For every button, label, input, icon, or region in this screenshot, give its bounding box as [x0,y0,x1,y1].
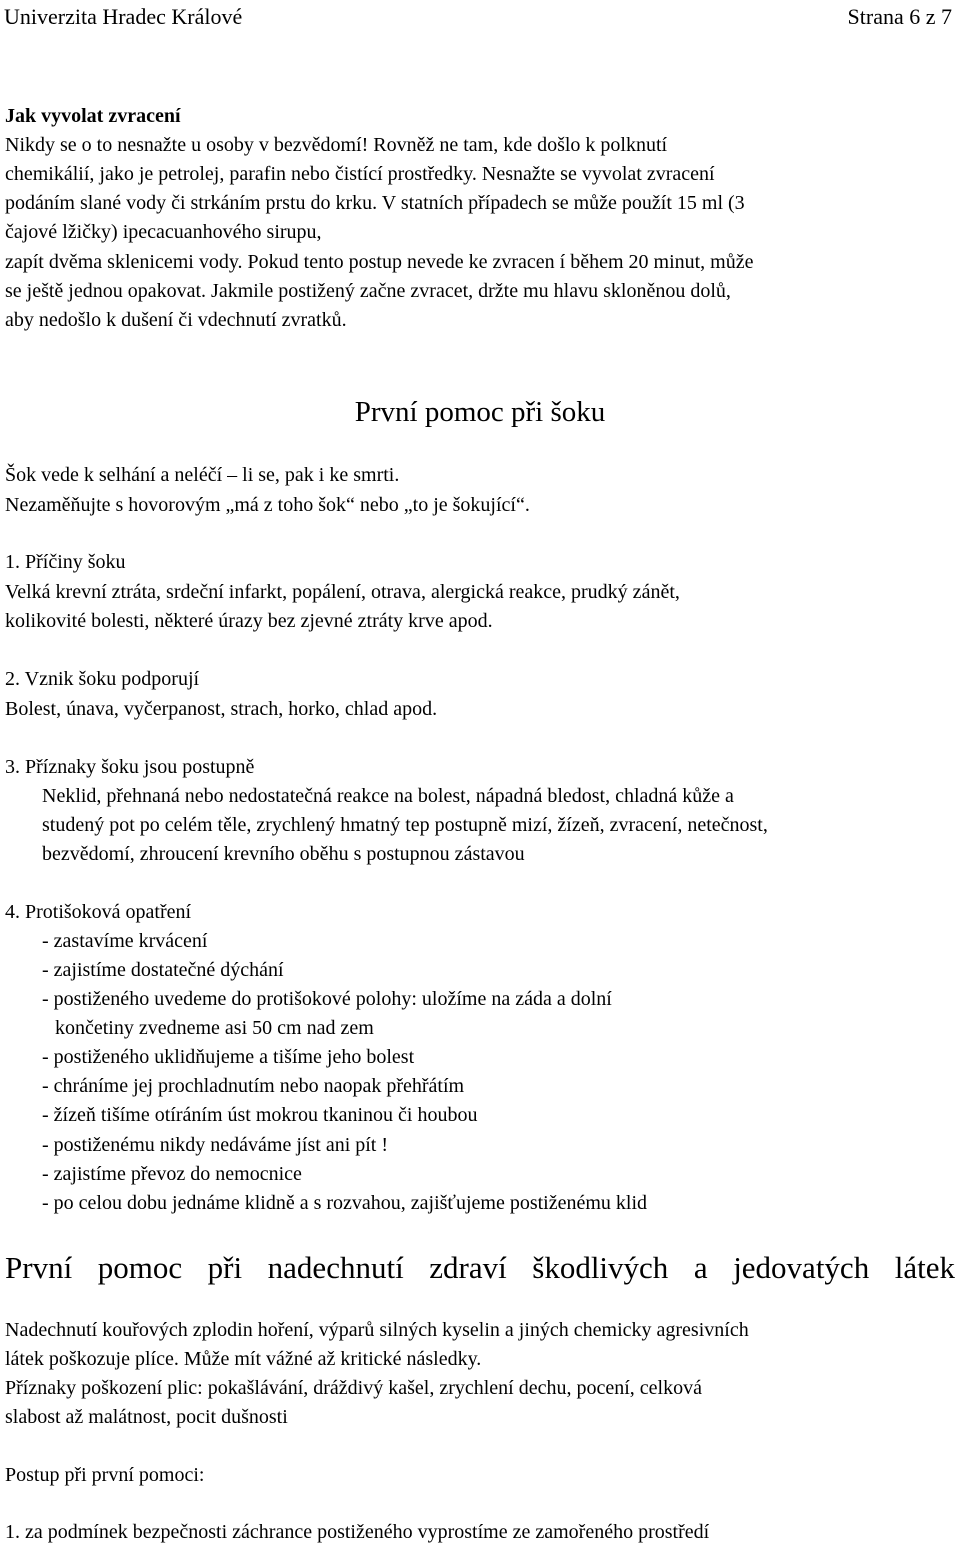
shock-symptoms-line: studený pot po celém těle, zrychlený hmatný tep postupně mizí, žízeň, zvracení, netečnost, [42,814,768,836]
shock-measure-item: - zajistíme dostatečné dýchání [42,959,284,981]
vomit-heading: Jak vyvolat zvracení [5,105,181,127]
shock-symptoms-line: Neklid, přehnaná nebo nedostatečná reakce na bolest, nápadná bledost, chladná kůže a [42,785,734,807]
inhalation-line: Příznaky poškození plic: pokašlávání, dráždivý kašel, zrychlení dechu, pocení, celková [5,1377,702,1399]
procedure-step: 1. za podmínek bezpečnosti záchrance postiženého vyprostíme ze zamořeného prostředí [5,1521,710,1543]
vomit-line: chemikálií, jako je petrolej, parafin nebo čistící prostředky. Nesnažte se vyvolat zvracení [5,163,715,185]
inhalation-heading: První pomoc při nadechnutí zdraví škodlivých a jedovatých látek [5,1250,955,1285]
vomit-line: čajové lžičky) ipecacuanhového sirupu, [5,221,322,243]
shock-measure-item: - postiženého uvedeme do protišokové polohy: uložíme na záda a dolní [42,988,612,1010]
shock-support-line: Bolest, únava, vyčerpanost, strach, horko, chlad apod. [5,698,438,720]
vomit-line: Nikdy se o to nesnažte u osoby v bezvědomí! Rovněž ne tam, kde došlo k polknutí [5,134,668,156]
shock-causes-title: 1. Příčiny šoku [5,551,126,573]
inhalation-line: slabost až malátnost, pocit dušnosti [5,1406,288,1428]
shock-measure-item: - postiženému nikdy nedáváme jíst ani pít ! [42,1134,389,1156]
shock-measure-item: končetiny zvedneme asi 50 cm nad zem [55,1017,374,1039]
vomit-line: se ještě jednou opakovat. Jakmile postižený začne zvracet, držte mu hlavu skloněnou dolů, [5,280,731,302]
shock-heading: První pomoc při šoku [354,396,606,428]
vomit-line: zapít dvěma sklenicemi vody. Pokud tento postup nevede ke zvracen í během 20 minut, může [5,251,754,273]
shock-measure-item: - žízeň tišíme otíráním úst mokrou tkaninou či houbou [42,1104,478,1126]
shock-measure-item: - chráníme jej prochladnutím nebo naopak přehřátím [42,1075,465,1097]
inhalation-line: Nadechnutí kouřových zplodin hoření, výparů silných kyselin a jiných chemicky agresivních [5,1319,749,1341]
shock-symptoms-title: 3. Příznaky šoku jsou postupně [5,756,255,778]
shock-support-title: 2. Vznik šoku podporují [5,668,200,690]
shock-measure-item: - postiženého uklidňujeme a tišíme jeho bolest [42,1046,415,1068]
shock-measure-item: - zajistíme převoz do nemocnice [42,1163,302,1185]
header-page-number: Strana 6 z 7 [847,4,952,29]
shock-symptoms-line: bezvědomí, zhroucení krevního oběhu s postupnou zástavou [42,843,525,865]
shock-intro-line: Nezaměňujte s hovorovým „má z toho šok“ nebo „to je šokující“. [5,494,530,516]
inhalation-line: látek poškozuje plíce. Může mít vážné až kritické následky. [5,1348,482,1370]
shock-measures-title: 4. Protišoková opatření [5,901,192,923]
procedure-title: Postup při první pomoci: [5,1464,205,1486]
header-university: Univerzita Hradec Králové [4,4,243,29]
shock-causes-line: Velká krevní ztráta, srdeční infarkt, popálení, otrava, alergická reakce, prudký zánět, [5,581,680,603]
shock-intro-line: Šok vede k selhání a neléčí – li se, pak i ke smrti. [5,464,400,486]
shock-measure-item: - zastavíme krvácení [42,930,208,952]
vomit-line: aby nedošlo k dušení či vdechnutí zvratků. [5,309,347,331]
vomit-line: podáním slané vody či strkáním prstu do krku. V statních případech se může použít 15 ml (3 [5,192,745,214]
shock-measure-item: - po celou dobu jednáme klidně a s rozvahou, zajišťujeme postiženému klid [42,1192,648,1214]
shock-causes-line: kolikovité bolesti, některé úrazy bez zjevné ztráty krve apod. [5,610,493,632]
